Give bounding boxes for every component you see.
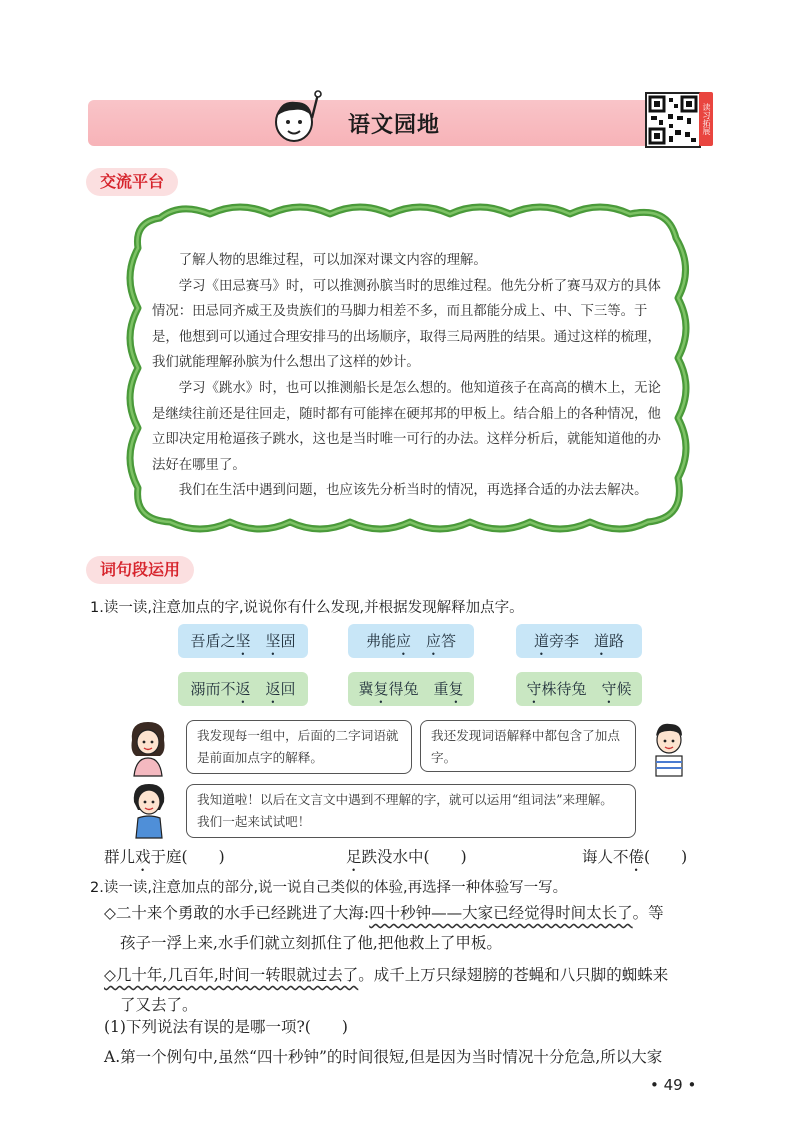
example-2-line-2: 了又去了。 bbox=[120, 996, 198, 1014]
boy-mascot-icon bbox=[268, 88, 328, 150]
word-chip: 冀复得兔 重复 bbox=[348, 672, 474, 706]
word-chip: 吾盾之坚 坚固 bbox=[178, 624, 308, 658]
page-title: 语文园地 bbox=[347, 112, 440, 138]
girl-avatar-icon bbox=[126, 780, 172, 840]
girl-avatar-icon bbox=[124, 716, 172, 778]
word-chip: 溺而不返 返回 bbox=[178, 672, 308, 706]
card-paragraph: 学习《跳水》时，也可以推测船长是怎么想的。他知道孩子在高高的横木上，无论是继续往前还是往回走，随时都有可能摔在硬邦邦的甲板上。结合船上的各种情况，他立即决定用枪逼孩子跳水，这也是当时唯一可行的办法。这样分析后，就能知道他的办法好在哪里了。 bbox=[152, 380, 661, 473]
sub-question-1: (1)下列说法有误的是哪一项?( ) bbox=[104, 1018, 348, 1036]
fill-item: 诲人不倦( ) bbox=[582, 848, 688, 866]
example-2: ◇几十年,几百年,时间一转眼就过去了。成千上万只绿翅膀的苍蝇和八只脚的蜘蛛来 bbox=[104, 966, 669, 984]
option-a: A.第一个例句中,虽然“四十秒钟”的时间很短,但是因为当时情况十分危急,所以大家 bbox=[104, 1048, 663, 1066]
card-paragraph: 学习《田忌赛马》时，可以推测孙膑当时的思维过程。他先分析了赛马双方的具体情况：田忌同齐威王及贵族们的马脚力相差不多，而且都能分成上、中、下三等。于是，他想到可以通过合理安排马的出场顺序，取得三局两胜的结果。通过这样的梳理，我们就能理解孙膑为什么想出了这样的妙计。 bbox=[152, 278, 661, 371]
section-tag-exchange: 交流平台 bbox=[86, 168, 178, 196]
header-banner bbox=[88, 100, 700, 146]
page-number: • 49 • bbox=[650, 1076, 697, 1094]
speech-bubble-left: 我发现每一组中，后面的二字词语就是前面加点字的解释。 bbox=[186, 720, 412, 774]
example-1: ◇二十来个勇敢的水手已经跳进了大海:四十秒钟——大家已经觉得时间太长了。等 bbox=[104, 904, 664, 922]
word-chip: 道旁李 道路 bbox=[516, 624, 642, 658]
qr-code-icon[interactable] bbox=[645, 92, 701, 148]
speech-bubble-right: 我还发现词语解释中都包含了加点字。 bbox=[420, 720, 636, 772]
question-1-prompt: 1.读一读,注意加点的字,说说你有什么发现,并根据发现解释加点字。 bbox=[90, 600, 524, 616]
fill-item: 群儿戏于庭( ) bbox=[104, 848, 225, 866]
word-chip: 守株待兔 守候 bbox=[516, 672, 642, 706]
question-2-prompt: 2.读一读,注意加点的部分,说一说自己类似的体验,再选择一种体验写一写。 bbox=[90, 880, 568, 896]
card-paragraph: 我们在生活中遇到问题，也应该先分析当时的情况，再选择合适的办法去解决。 bbox=[178, 483, 648, 499]
fill-item: 足跌没水中( ) bbox=[346, 848, 467, 866]
exchange-card-text bbox=[152, 248, 672, 504]
section-tag-usage: 词句段运用 bbox=[86, 556, 194, 584]
boy-avatar-icon bbox=[646, 716, 692, 778]
example-1-line-2: 孩子一浮上来,水手们就立刻抓住了他,把他救上了甲板。 bbox=[120, 934, 502, 952]
card-paragraph: 了解人物的思维过程，可以加深对课文内容的理解。 bbox=[178, 253, 487, 268]
word-chip: 弗能应 应答 bbox=[348, 624, 474, 658]
qr-side-label: 读习拓展 bbox=[699, 92, 713, 146]
speech-bubble-bottom: 我知道啦！以后在文言文中遇到不理解的字，就可以运用“组词法”来理解。我们一起来试试吧！ bbox=[186, 784, 636, 838]
